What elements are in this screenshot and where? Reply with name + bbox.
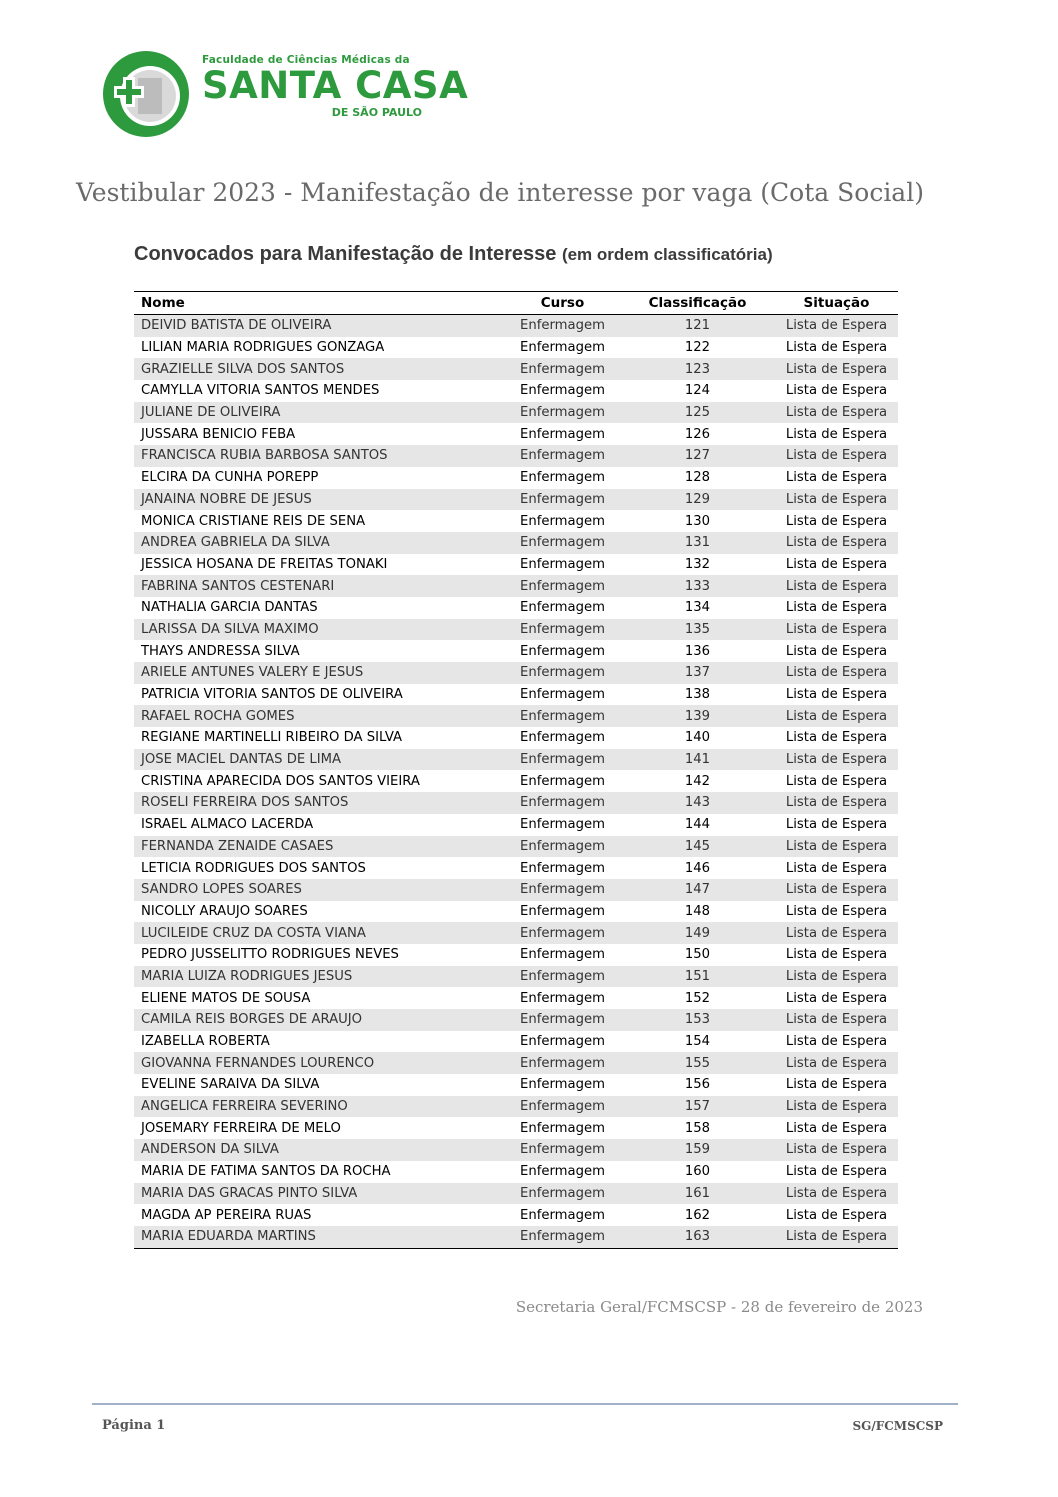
cell-curso: Enfermagem [505, 814, 620, 836]
table-row [134, 1074, 898, 1096]
cell-situacao: Lista de Espera [775, 792, 898, 814]
table-row [134, 597, 898, 619]
cell-situacao: Lista de Espera [775, 1009, 898, 1031]
cell-classificacao: 141 [620, 749, 775, 771]
cell-curso: Enfermagem [505, 489, 620, 511]
cell-curso: Enfermagem [505, 315, 620, 337]
cell-situacao: Lista de Espera [775, 467, 898, 489]
cell-classificacao: 130 [620, 510, 775, 532]
cell-nome: LETICIA RODRIGUES DOS SANTOS [134, 857, 505, 879]
cell-curso: Enfermagem [505, 901, 620, 923]
table-row [134, 423, 898, 445]
issuer-date-note: Secretaria Geral/FCMSCSP - 28 de fevereiro de 2023 [515, 1298, 923, 1316]
cell-classificacao: 134 [620, 597, 775, 619]
logo-line-2: SANTA CASA [202, 64, 469, 107]
cell-classificacao: 121 [620, 315, 775, 337]
cell-nome: PEDRO JUSSELITTO RODRIGUES NEVES [134, 944, 505, 966]
cell-nome: JANAINA NOBRE DE JESUS [134, 489, 505, 511]
cell-classificacao: 152 [620, 987, 775, 1009]
cell-classificacao: 136 [620, 640, 775, 662]
cell-curso: Enfermagem [505, 337, 620, 359]
cell-curso: Enfermagem [505, 770, 620, 792]
cell-situacao: Lista de Espera [775, 1074, 898, 1096]
cell-situacao: Lista de Espera [775, 836, 898, 858]
table-row [134, 640, 898, 662]
table-row [134, 987, 898, 1009]
cell-nome: ISRAEL ALMACO LACERDA [134, 814, 505, 836]
table-row [134, 1052, 898, 1074]
cell-nome: ANDREA GABRIELA DA SILVA [134, 532, 505, 554]
table-row [134, 1009, 898, 1031]
cell-situacao: Lista de Espera [775, 358, 898, 380]
page-number: Página 1 [102, 1418, 166, 1433]
table-row [134, 510, 898, 532]
cell-classificacao: 146 [620, 857, 775, 879]
cell-classificacao: 137 [620, 662, 775, 684]
cell-nome: RAFAEL ROCHA GOMES [134, 705, 505, 727]
cell-nome: JOSEMARY FERREIRA DE MELO [134, 1117, 505, 1139]
cell-curso: Enfermagem [505, 358, 620, 380]
cell-nome: ANDERSON DA SILVA [134, 1139, 505, 1161]
cell-situacao: Lista de Espera [775, 575, 898, 597]
cell-curso: Enfermagem [505, 1161, 620, 1183]
cell-curso: Enfermagem [505, 987, 620, 1009]
table-row [134, 337, 898, 359]
cell-nome: LARISSA DA SILVA MAXIMO [134, 619, 505, 641]
table-row [134, 1096, 898, 1118]
cell-nome: MAGDA AP PEREIRA RUAS [134, 1204, 505, 1226]
cell-curso: Enfermagem [505, 510, 620, 532]
footer-divider [92, 1403, 958, 1405]
cell-nome: ELCIRA DA CUNHA POREPP [134, 467, 505, 489]
cell-nome: NICOLLY ARAUJO SOARES [134, 901, 505, 923]
logo-line-1: Faculdade de Ciências Médicas da [202, 54, 410, 66]
table-row [134, 575, 898, 597]
cell-classificacao: 149 [620, 922, 775, 944]
cell-situacao: Lista de Espera [775, 922, 898, 944]
table-row [134, 532, 898, 554]
table-row [134, 1139, 898, 1161]
cell-classificacao: 155 [620, 1052, 775, 1074]
cell-classificacao: 140 [620, 727, 775, 749]
table-row [134, 662, 898, 684]
cell-classificacao: 123 [620, 358, 775, 380]
column-header-nome: Nome [134, 292, 505, 315]
cell-situacao: Lista de Espera [775, 770, 898, 792]
cell-nome: PATRICIA VITORIA SANTOS DE OLIVEIRA [134, 684, 505, 706]
cell-curso: Enfermagem [505, 879, 620, 901]
cell-situacao: Lista de Espera [775, 1161, 898, 1183]
cell-nome: JOSE MACIEL DANTAS DE LIMA [134, 749, 505, 771]
cell-nome: FABRINA SANTOS CESTENARI [134, 575, 505, 597]
cell-classificacao: 147 [620, 879, 775, 901]
cell-classificacao: 133 [620, 575, 775, 597]
cell-situacao: Lista de Espera [775, 1139, 898, 1161]
table-row [134, 445, 898, 467]
cell-classificacao: 122 [620, 337, 775, 359]
cell-classificacao: 162 [620, 1204, 775, 1226]
cell-curso: Enfermagem [505, 1139, 620, 1161]
cell-classificacao: 161 [620, 1183, 775, 1205]
table-header-row [134, 292, 898, 315]
document-title: Vestibular 2023 - Manifestação de interesse por vaga (Cota Social) [76, 178, 924, 207]
cell-classificacao: 156 [620, 1074, 775, 1096]
cell-situacao: Lista de Espera [775, 380, 898, 402]
cell-classificacao: 142 [620, 770, 775, 792]
cell-curso: Enfermagem [505, 532, 620, 554]
cell-classificacao: 127 [620, 445, 775, 467]
cell-curso: Enfermagem [505, 705, 620, 727]
cell-nome: FRANCISCA RUBIA BARBOSA SANTOS [134, 445, 505, 467]
cell-classificacao: 159 [620, 1139, 775, 1161]
cell-curso: Enfermagem [505, 727, 620, 749]
cell-situacao: Lista de Espera [775, 1117, 898, 1139]
cell-curso: Enfermagem [505, 922, 620, 944]
table-row [134, 380, 898, 402]
cell-situacao: Lista de Espera [775, 966, 898, 988]
cell-nome: LILIAN MARIA RODRIGUES GONZAGA [134, 337, 505, 359]
cell-situacao: Lista de Espera [775, 445, 898, 467]
cell-nome: ROSELI FERREIRA DOS SANTOS [134, 792, 505, 814]
cell-nome: EVELINE SARAIVA DA SILVA [134, 1074, 505, 1096]
table-row [134, 684, 898, 706]
column-header-situacao: Situação [775, 292, 898, 315]
cell-situacao: Lista de Espera [775, 315, 898, 337]
cell-situacao: Lista de Espera [775, 705, 898, 727]
cell-classificacao: 139 [620, 705, 775, 727]
table-row [134, 467, 898, 489]
cell-situacao: Lista de Espera [775, 597, 898, 619]
cell-classificacao: 160 [620, 1161, 775, 1183]
cell-situacao: Lista de Espera [775, 1052, 898, 1074]
cell-nome: THAYS ANDRESSA SILVA [134, 640, 505, 662]
cell-classificacao: 148 [620, 901, 775, 923]
cell-curso: Enfermagem [505, 1009, 620, 1031]
cell-situacao: Lista de Espera [775, 857, 898, 879]
cell-situacao: Lista de Espera [775, 619, 898, 641]
cell-situacao: Lista de Espera [775, 532, 898, 554]
table-row [134, 705, 898, 727]
cell-nome: JESSICA HOSANA DE FREITAS TONAKI [134, 554, 505, 576]
cell-curso: Enfermagem [505, 1052, 620, 1074]
cell-nome: ANGELICA FERREIRA SEVERINO [134, 1096, 505, 1118]
cell-curso: Enfermagem [505, 467, 620, 489]
cell-nome: ARIELE ANTUNES VALERY E JESUS [134, 662, 505, 684]
cell-situacao: Lista de Espera [775, 944, 898, 966]
logo-line-3: DE SÃO PAULO [331, 106, 422, 119]
cell-situacao: Lista de Espera [775, 749, 898, 771]
table-row [134, 402, 898, 424]
cell-curso: Enfermagem [505, 423, 620, 445]
table-row [134, 1161, 898, 1183]
candidates-table [134, 291, 898, 1249]
cell-classificacao: 153 [620, 1009, 775, 1031]
table-row [134, 770, 898, 792]
cell-classificacao: 132 [620, 554, 775, 576]
table-row [134, 814, 898, 836]
table-body [134, 315, 898, 1249]
table-row [134, 922, 898, 944]
table-row [134, 554, 898, 576]
table-row [134, 857, 898, 879]
cell-nome: MONICA CRISTIANE REIS DE SENA [134, 510, 505, 532]
cell-curso: Enfermagem [505, 575, 620, 597]
table-row [134, 879, 898, 901]
cell-classificacao: 151 [620, 966, 775, 988]
cell-curso: Enfermagem [505, 1183, 620, 1205]
cell-situacao: Lista de Espera [775, 554, 898, 576]
cell-situacao: Lista de Espera [775, 423, 898, 445]
cell-curso: Enfermagem [505, 749, 620, 771]
cell-curso: Enfermagem [505, 684, 620, 706]
section-heading-main: Convocados para Manifestação de Interesse [134, 243, 557, 265]
cell-nome: MARIA EDUARDA MARTINS [134, 1226, 505, 1248]
cell-nome: GIOVANNA FERNANDES LOURENCO [134, 1052, 505, 1074]
cell-classificacao: 150 [620, 944, 775, 966]
cell-situacao: Lista de Espera [775, 1226, 898, 1248]
cell-curso: Enfermagem [505, 1096, 620, 1118]
cell-nome: MARIA LUIZA RODRIGUES JESUS [134, 966, 505, 988]
cell-nome: MARIA DE FATIMA SANTOS DA ROCHA [134, 1161, 505, 1183]
cell-situacao: Lista de Espera [775, 727, 898, 749]
column-header-curso: Curso [505, 292, 620, 315]
cell-situacao: Lista de Espera [775, 489, 898, 511]
cell-classificacao: 158 [620, 1117, 775, 1139]
cell-situacao: Lista de Espera [775, 684, 898, 706]
cell-nome: CAMYLLA VITORIA SANTOS MENDES [134, 380, 505, 402]
cell-nome: FERNANDA ZENAIDE CASAES [134, 836, 505, 858]
cell-classificacao: 144 [620, 814, 775, 836]
cell-classificacao: 154 [620, 1031, 775, 1053]
cell-nome: IZABELLA ROBERTA [134, 1031, 505, 1053]
cell-curso: Enfermagem [505, 445, 620, 467]
cell-classificacao: 131 [620, 532, 775, 554]
cell-nome: JULIANE DE OLIVEIRA [134, 402, 505, 424]
table-row [134, 1226, 898, 1248]
table-row [134, 966, 898, 988]
table-row [134, 1117, 898, 1139]
cell-situacao: Lista de Espera [775, 814, 898, 836]
table-row [134, 749, 898, 771]
cell-nome: GRAZIELLE SILVA DOS SANTOS [134, 358, 505, 380]
cell-classificacao: 138 [620, 684, 775, 706]
cell-nome: LUCILEIDE CRUZ DA COSTA VIANA [134, 922, 505, 944]
section-heading [134, 243, 773, 266]
cell-curso: Enfermagem [505, 1074, 620, 1096]
table-row [134, 944, 898, 966]
cell-curso: Enfermagem [505, 662, 620, 684]
table-row [134, 1204, 898, 1226]
cell-nome: NATHALIA GARCIA DANTAS [134, 597, 505, 619]
cell-nome: DEIVID BATISTA DE OLIVEIRA [134, 315, 505, 337]
cell-curso: Enfermagem [505, 1117, 620, 1139]
cell-classificacao: 125 [620, 402, 775, 424]
cell-classificacao: 143 [620, 792, 775, 814]
table-row [134, 792, 898, 814]
cell-classificacao: 163 [620, 1226, 775, 1248]
cell-nome: REGIANE MARTINELLI RIBEIRO DA SILVA [134, 727, 505, 749]
cell-curso: Enfermagem [505, 836, 620, 858]
cell-situacao: Lista de Espera [775, 901, 898, 923]
table-row [134, 358, 898, 380]
cell-curso: Enfermagem [505, 1226, 620, 1248]
cell-curso: Enfermagem [505, 1204, 620, 1226]
santa-casa-emblem-icon [100, 48, 192, 140]
cell-classificacao: 126 [620, 423, 775, 445]
cell-nome: ELIENE MATOS DE SOUSA [134, 987, 505, 1009]
section-heading-detail: (em ordem classificatória) [561, 245, 773, 264]
cell-situacao: Lista de Espera [775, 1183, 898, 1205]
cell-curso: Enfermagem [505, 944, 620, 966]
footer-org: SG/FCMSCSP [852, 1419, 943, 1433]
table-row [134, 619, 898, 641]
cell-curso: Enfermagem [505, 966, 620, 988]
institution-logo [100, 48, 469, 143]
cell-classificacao: 145 [620, 836, 775, 858]
cell-classificacao: 157 [620, 1096, 775, 1118]
cell-classificacao: 128 [620, 467, 775, 489]
cell-situacao: Lista de Espera [775, 1096, 898, 1118]
table-row [134, 1183, 898, 1205]
cell-situacao: Lista de Espera [775, 640, 898, 662]
table-row [134, 489, 898, 511]
cell-nome: CRISTINA APARECIDA DOS SANTOS VIEIRA [134, 770, 505, 792]
cell-classificacao: 129 [620, 489, 775, 511]
cell-curso: Enfermagem [505, 554, 620, 576]
table-row [134, 901, 898, 923]
cell-situacao: Lista de Espera [775, 662, 898, 684]
cell-situacao: Lista de Espera [775, 879, 898, 901]
cell-nome: JUSSARA BENICIO FEBA [134, 423, 505, 445]
cell-classificacao: 135 [620, 619, 775, 641]
cell-curso: Enfermagem [505, 640, 620, 662]
cell-nome: SANDRO LOPES SOARES [134, 879, 505, 901]
cell-curso: Enfermagem [505, 857, 620, 879]
table-row [134, 727, 898, 749]
column-header-classificacao: Classificação [620, 292, 775, 315]
cell-nome: CAMILA REIS BORGES DE ARAUJO [134, 1009, 505, 1031]
cell-curso: Enfermagem [505, 402, 620, 424]
cell-nome: MARIA DAS GRACAS PINTO SILVA [134, 1183, 505, 1205]
table-row [134, 836, 898, 858]
table-row [134, 315, 898, 337]
cell-curso: Enfermagem [505, 597, 620, 619]
table-row [134, 1031, 898, 1053]
cell-situacao: Lista de Espera [775, 1031, 898, 1053]
cell-classificacao: 124 [620, 380, 775, 402]
cell-situacao: Lista de Espera [775, 510, 898, 532]
cell-situacao: Lista de Espera [775, 987, 898, 1009]
cell-situacao: Lista de Espera [775, 337, 898, 359]
cell-situacao: Lista de Espera [775, 1204, 898, 1226]
cell-situacao: Lista de Espera [775, 402, 898, 424]
cell-curso: Enfermagem [505, 792, 620, 814]
cell-curso: Enfermagem [505, 380, 620, 402]
cell-curso: Enfermagem [505, 619, 620, 641]
cell-curso: Enfermagem [505, 1031, 620, 1053]
